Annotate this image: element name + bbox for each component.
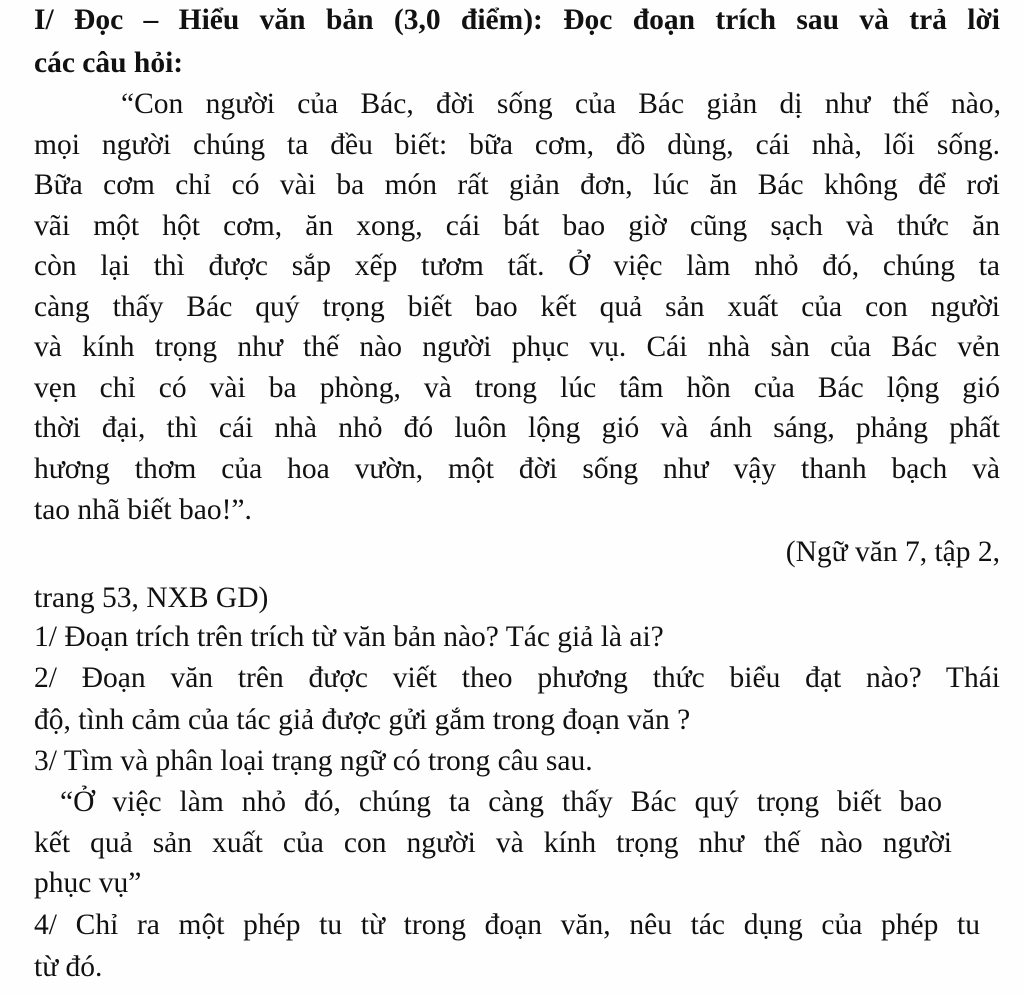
question-3-quote: phục vụ”: [34, 867, 142, 899]
passage-line: vẹn chỉ có vài ba phòng, và trong lúc tâm hồn của Bác lộng gió: [34, 372, 1000, 404]
passage-line: thời đại, thì cái nhà nhỏ đó luôn lộng gió và ánh sáng, phảng phất: [34, 412, 1000, 444]
passage-line: Bữa cơm chỉ có vài ba món rất giản đơn, lúc ăn Bác không để rơi: [34, 169, 1000, 201]
question-3-quote: “Ở việc làm nhỏ đó, chúng ta càng thấy Bác quý trọng biết bao: [60, 786, 942, 818]
passage-line: càng thấy Bác quý trọng biết bao kết quả sản xuất của con người: [34, 291, 1000, 323]
question-3-quote: kết quả sản xuất của con người và kính trọng như thế nào người: [34, 827, 952, 859]
section-heading-continued: các câu hỏi:: [34, 47, 184, 79]
passage-line: “Con người của Bác, đời sống của Bác giản dị như thế nào,: [121, 88, 1001, 120]
passage-line: vãi một hột cơm, ăn xong, cái bát bao giờ cũng sạch và thức ăn: [34, 210, 1000, 242]
source-citation: (Ngữ văn 7, tập 2,: [785, 536, 1000, 568]
question-4: 4/ Chỉ ra một phép tu từ trong đoạn văn, nêu tác dụng của phép tu: [34, 909, 980, 941]
question-4-continued: từ đó.: [34, 951, 103, 983]
passage-line: mọi người chúng ta đều biết: bữa cơm, đồ dùng, cái nhà, lối sống.: [34, 129, 1000, 161]
question-1: 1/ Đoạn trích trên trích từ văn bản nào? Tác giả là ai?: [34, 621, 664, 653]
question-2: 2/ Đoạn văn trên được viết theo phương thức biểu đạt nào? Thái: [34, 662, 1000, 694]
passage-line: và kính trọng như thế nào người phục vụ. Cái nhà sàn của Bác vẻn: [34, 331, 1000, 363]
passage-line: hương thơm của hoa vườn, một đời sống như vậy thanh bạch và: [34, 453, 1000, 485]
question-3: 3/ Tìm và phân loại trạng ngữ có trong câu sau.: [34, 745, 593, 777]
passage-line: tao nhã biết bao!”.: [34, 494, 252, 526]
question-2-continued: độ, tình cảm của tác giả được gửi gắm trong đoạn văn ?: [34, 704, 691, 736]
source-citation-continued: trang 53, NXB GD): [34, 582, 269, 614]
passage-line: còn lại thì được sắp xếp tươm tất. Ở việc làm nhỏ đó, chúng ta: [34, 250, 1000, 282]
section-heading: I/ Đọc – Hiểu văn bản (3,0 điểm): Đọc đoạn trích sau và trả lời: [34, 4, 1000, 36]
